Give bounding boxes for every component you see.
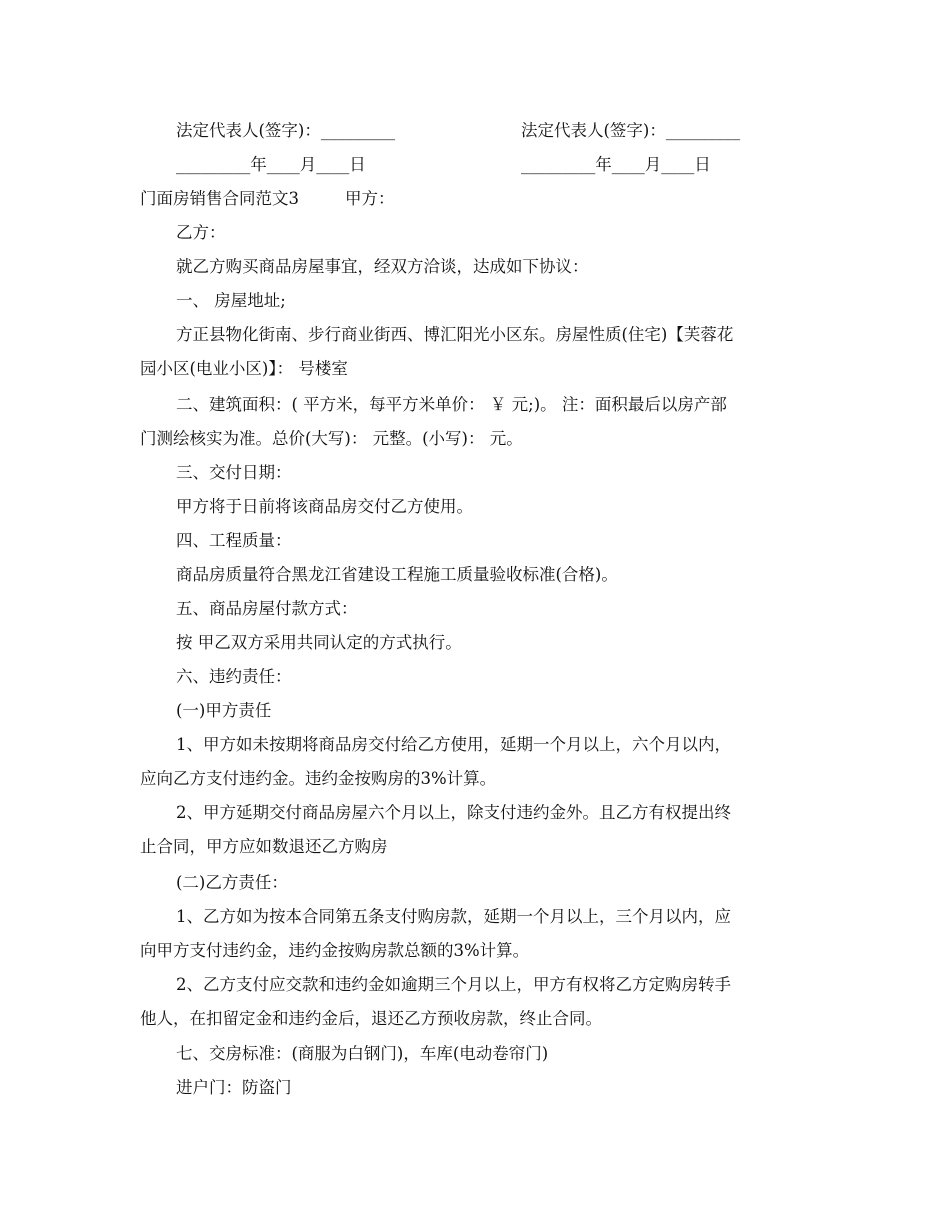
section-6-party-a-heading: (一)甲方责任: [176, 701, 272, 720]
section-6-a1-line-2: 应向乙方支付违约金。违约金按购房的3%计算。: [140, 769, 497, 788]
section-6-a2-line-2: 止合同，甲方应如数退还乙方购房: [140, 837, 388, 856]
section-5-heading: 五、商品房屋付款方式：: [176, 599, 358, 618]
document-title: 门面房销售合同范文3: [140, 189, 299, 208]
section-3-text: 甲方将于日前将该商品房交付乙方使用。: [176, 497, 473, 516]
signature-right-representative: 法定代表人(签字)：_________: [521, 121, 741, 140]
section-3-heading: 三、交付日期：: [176, 463, 292, 482]
section-6-b1-line-1: 1、乙方如为按本合同第五条支付购房款，延期一个月以上，三个月以内，应: [176, 907, 731, 926]
section-4-heading: 四、工程质量：: [176, 531, 292, 550]
section-6-a2-line-1: 2、甲方延期交付商品房屋六个月以上，除支付违约金外。且乙方有权提出终: [176, 803, 731, 822]
section-6-b2-line-2: 他人，在扣留定金和违约金后，退还乙方预收房款，终止合同。: [140, 1009, 602, 1028]
section-2-text-line-1: 二、建筑面积：( 平方米，每平方米单价： ￥ 元;)。 注：面积最后以房产部: [176, 395, 727, 414]
section-7-entry-door: 进户门：防盗门: [176, 1078, 292, 1097]
section-6-b2-line-1: 2、乙方支付应交款和违约金如逾期三个月以上，甲方有权将乙方定购房转手: [176, 975, 731, 994]
intro-paragraph: 就乙方购买商品房屋事宜，经双方洽谈，达成如下协议：: [176, 257, 589, 276]
section-1-heading: 一、 房屋地址;: [176, 291, 286, 310]
section-6-party-b-heading: (二)乙方责任：: [176, 873, 288, 892]
section-4-text: 商品房质量符合黑龙江省建设工程施工质量验收标准(合格)。: [176, 565, 618, 584]
section-1-text-line-1: 方正县物化街南、步行商业街西、博汇阳光小区东。房屋性质(住宅)【芙蓉花: [176, 325, 734, 344]
section-5-text: 按 甲乙双方采用共同认定的方式执行。: [176, 633, 462, 652]
section-6-a1-line-1: 1、甲方如未按期将商品房交付给乙方使用，延期一个月以上，六个月以内，: [176, 735, 731, 754]
signature-left-representative: 法定代表人(签字)：_________: [176, 121, 396, 140]
section-1-text-line-2: 园小区(电业小区)】： 号楼室: [140, 359, 348, 378]
title-line: [140, 188, 395, 210]
section-7-heading: 七、交房标准：(商服为白钢门)，车库(电动卷帘门): [176, 1044, 549, 1063]
section-6-heading: 六、违约责任：: [176, 667, 292, 686]
signature-left-date: _________年____月____日: [176, 155, 366, 174]
section-6-b1-line-2: 向甲方支付违约金，违约金按购房款总额的3%计算。: [140, 941, 530, 960]
section-2-text-line-2: 门测绘核实为准。总价(大写)： 元整。(小写)： 元。: [140, 429, 523, 448]
party-b-label: 乙方：: [176, 223, 226, 242]
party-a-label: 甲方：: [345, 189, 395, 208]
signature-right-date: _________年____月____日: [521, 155, 711, 174]
